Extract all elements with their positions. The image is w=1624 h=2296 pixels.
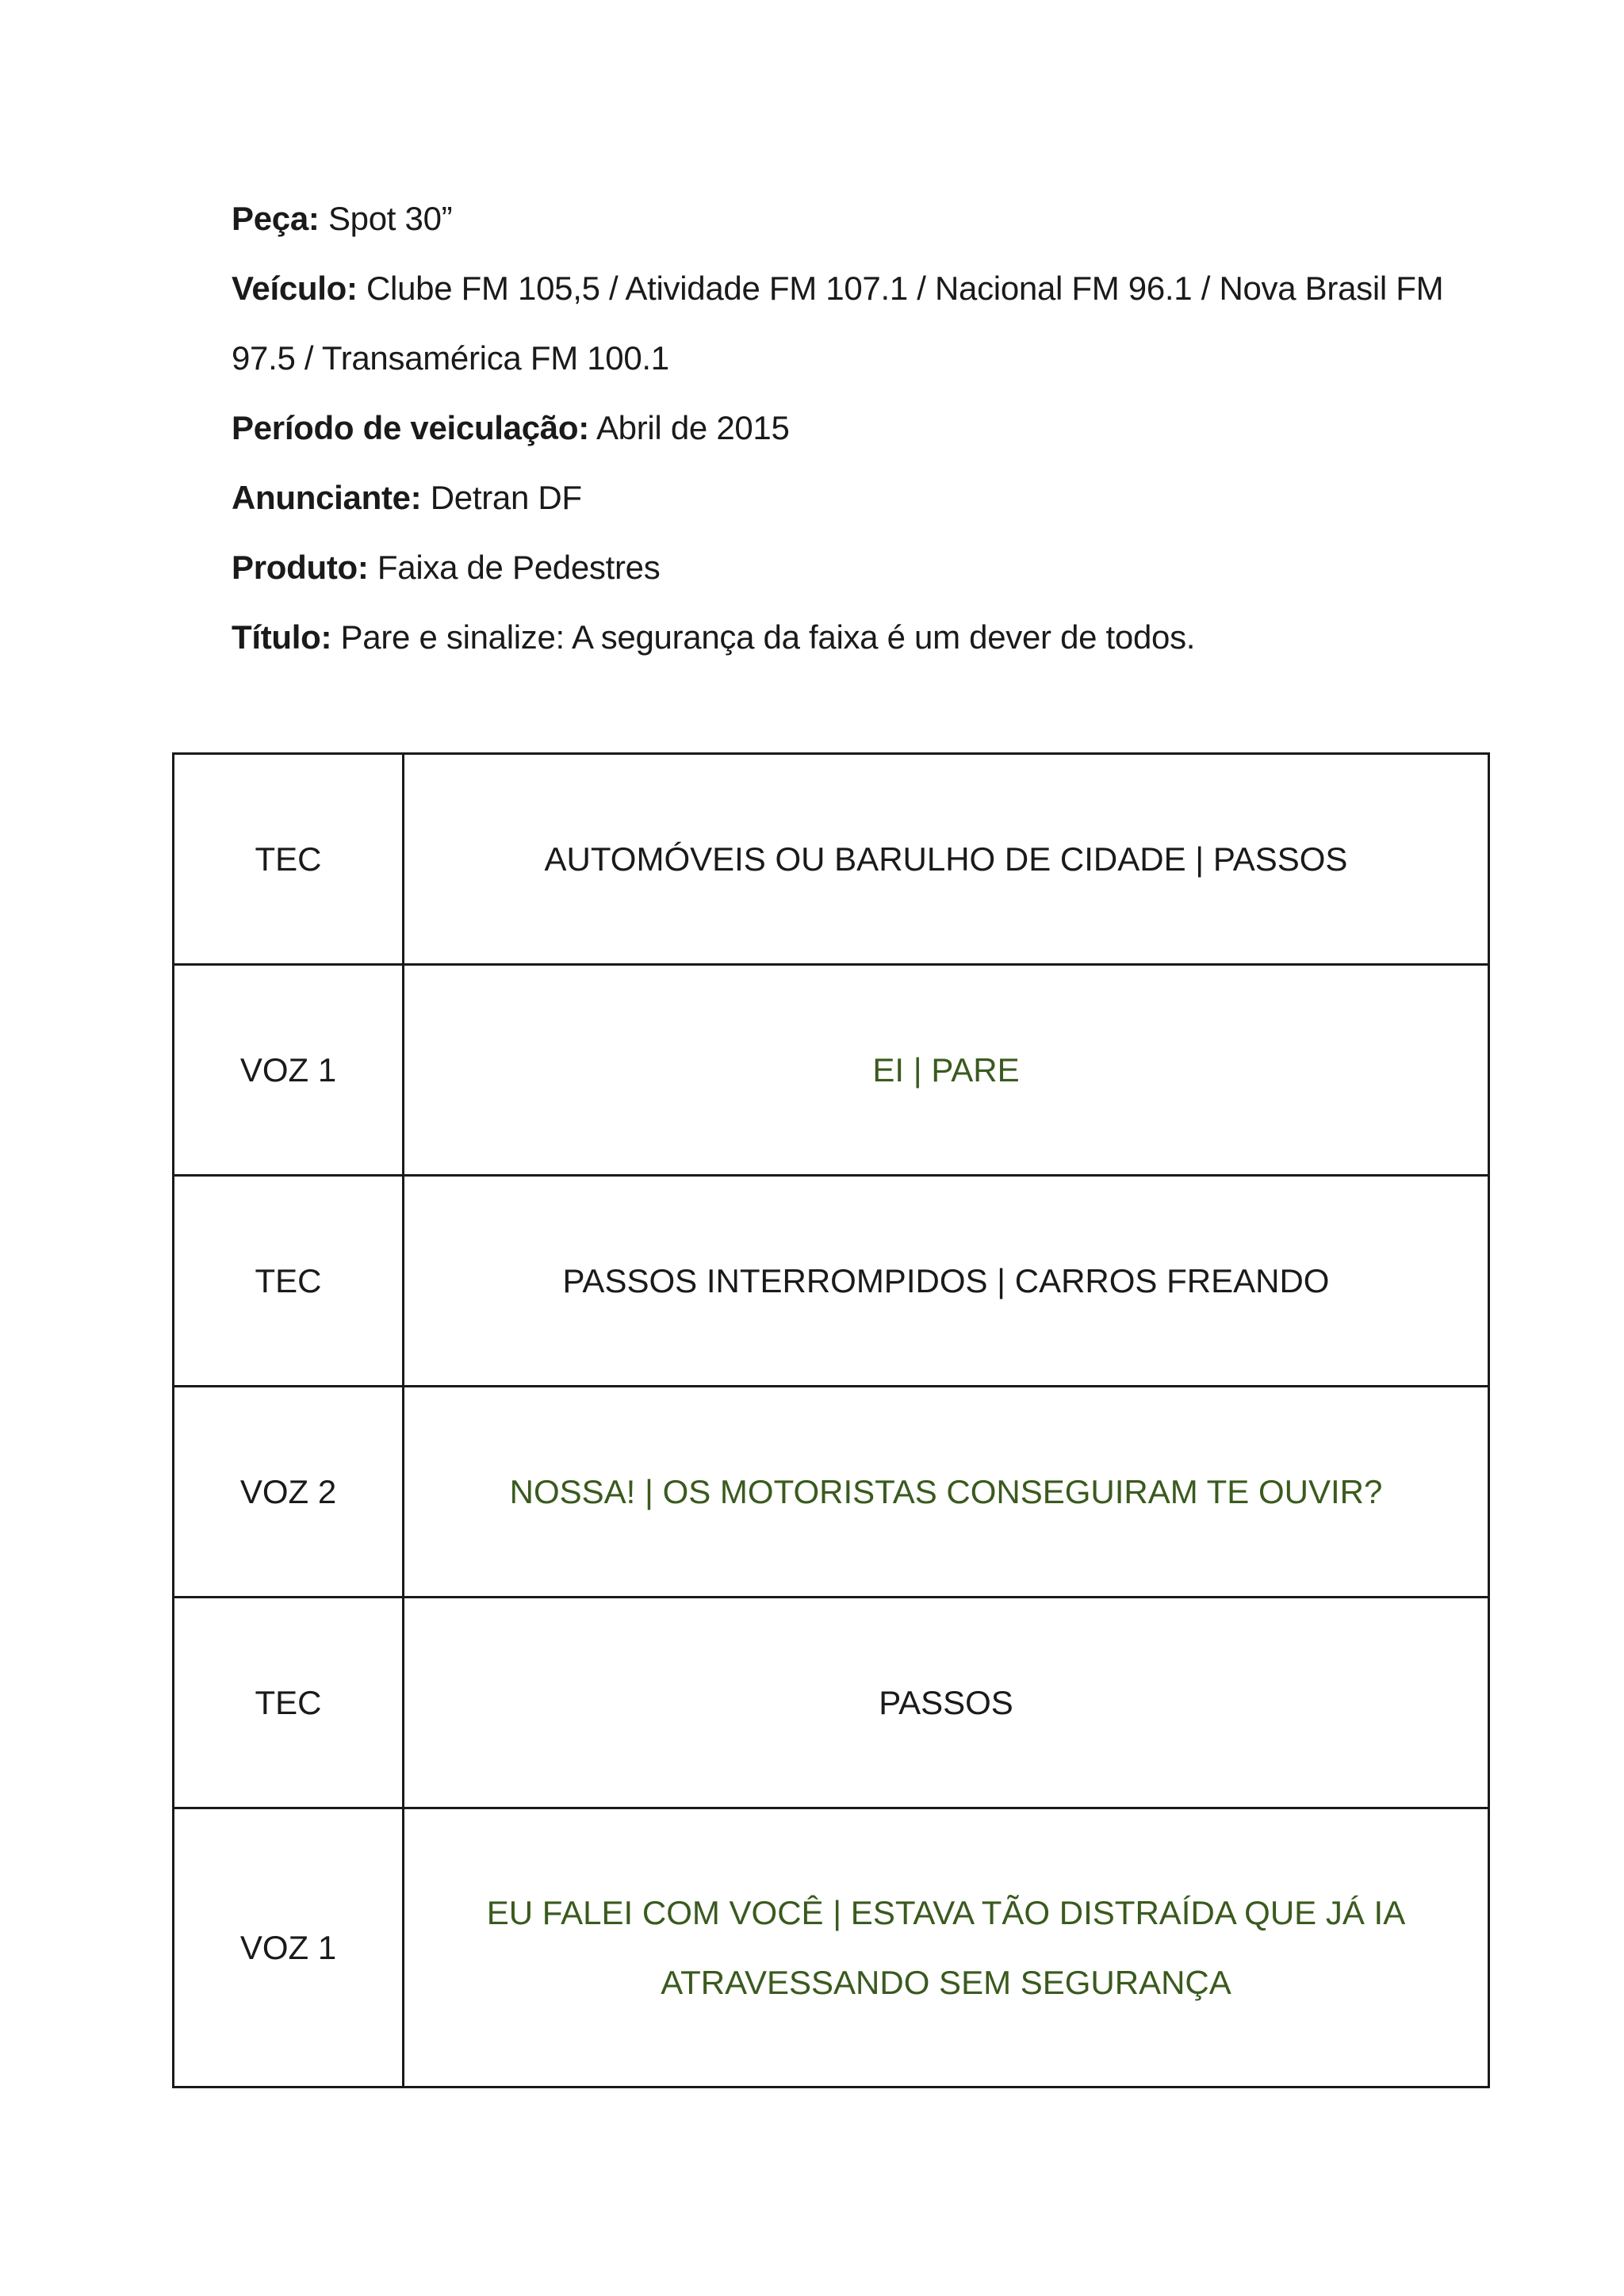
speaker-cell: VOZ 2 <box>174 1387 404 1598</box>
script-row <box>174 1387 1489 1598</box>
meta-titulo-label: Título: <box>232 618 332 656</box>
content-cell: EU FALEI COM VOCÊ | ESTAVA TÃO DISTRAÍDA QUE JÁ IA ATRAVESSANDO SEM SEGURANÇA <box>404 1808 1489 2087</box>
meta-peca-value: Spot 30” <box>319 200 453 237</box>
meta-anunciante-value: Detran DF <box>421 479 582 516</box>
meta-produto-value: Faixa de Pedestres <box>368 549 661 586</box>
script-row <box>174 1808 1489 2087</box>
meta-veiculo-label: Veículo: <box>232 270 358 307</box>
meta-anunciante-label: Anunciante: <box>232 479 422 516</box>
speaker-cell: VOZ 1 <box>174 965 404 1176</box>
meta-periodo-label: Período de veiculação: <box>232 409 589 446</box>
script-row <box>174 1598 1489 1808</box>
content-cell: NOSSA! | OS MOTORISTAS CONSEGUIRAM TE OUVIR? <box>404 1387 1489 1598</box>
script-table <box>172 752 1490 2088</box>
meta-veiculo-value: Clube FM 105,5 / Atividade FM 107.1 / Nacional FM 96.1 / Nova Brasil FM 97.5 / Transamérica FM 100.1 <box>232 270 1444 377</box>
script-row <box>174 1176 1489 1387</box>
script-row <box>174 754 1489 965</box>
meta-titulo <box>232 603 1500 672</box>
content-cell: AUTOMÓVEIS OU BARULHO DE CIDADE | PASSOS <box>404 754 1489 965</box>
content-cell: PASSOS INTERROMPIDOS | CARROS FREANDO <box>404 1176 1489 1387</box>
meta-titulo-value: Pare e sinalize: A segurança da faixa é um dever de todos. <box>331 618 1196 656</box>
content-cell: PASSOS <box>404 1598 1489 1808</box>
meta-produto <box>232 533 1500 603</box>
meta-peca-label: Peça: <box>232 200 320 237</box>
spot-metadata <box>232 184 1500 672</box>
speaker-cell: TEC <box>174 754 404 965</box>
script-row <box>174 965 1489 1176</box>
speaker-cell: TEC <box>174 1176 404 1387</box>
meta-periodo-value: Abril de 2015 <box>588 409 790 446</box>
meta-periodo <box>232 393 1500 463</box>
meta-peca <box>232 184 1500 254</box>
speaker-cell: VOZ 1 <box>174 1808 404 2087</box>
meta-veiculo <box>232 254 1500 393</box>
meta-anunciante <box>232 463 1500 533</box>
content-cell: EI | PARE <box>404 965 1489 1176</box>
meta-produto-label: Produto: <box>232 549 369 586</box>
speaker-cell: TEC <box>174 1598 404 1808</box>
